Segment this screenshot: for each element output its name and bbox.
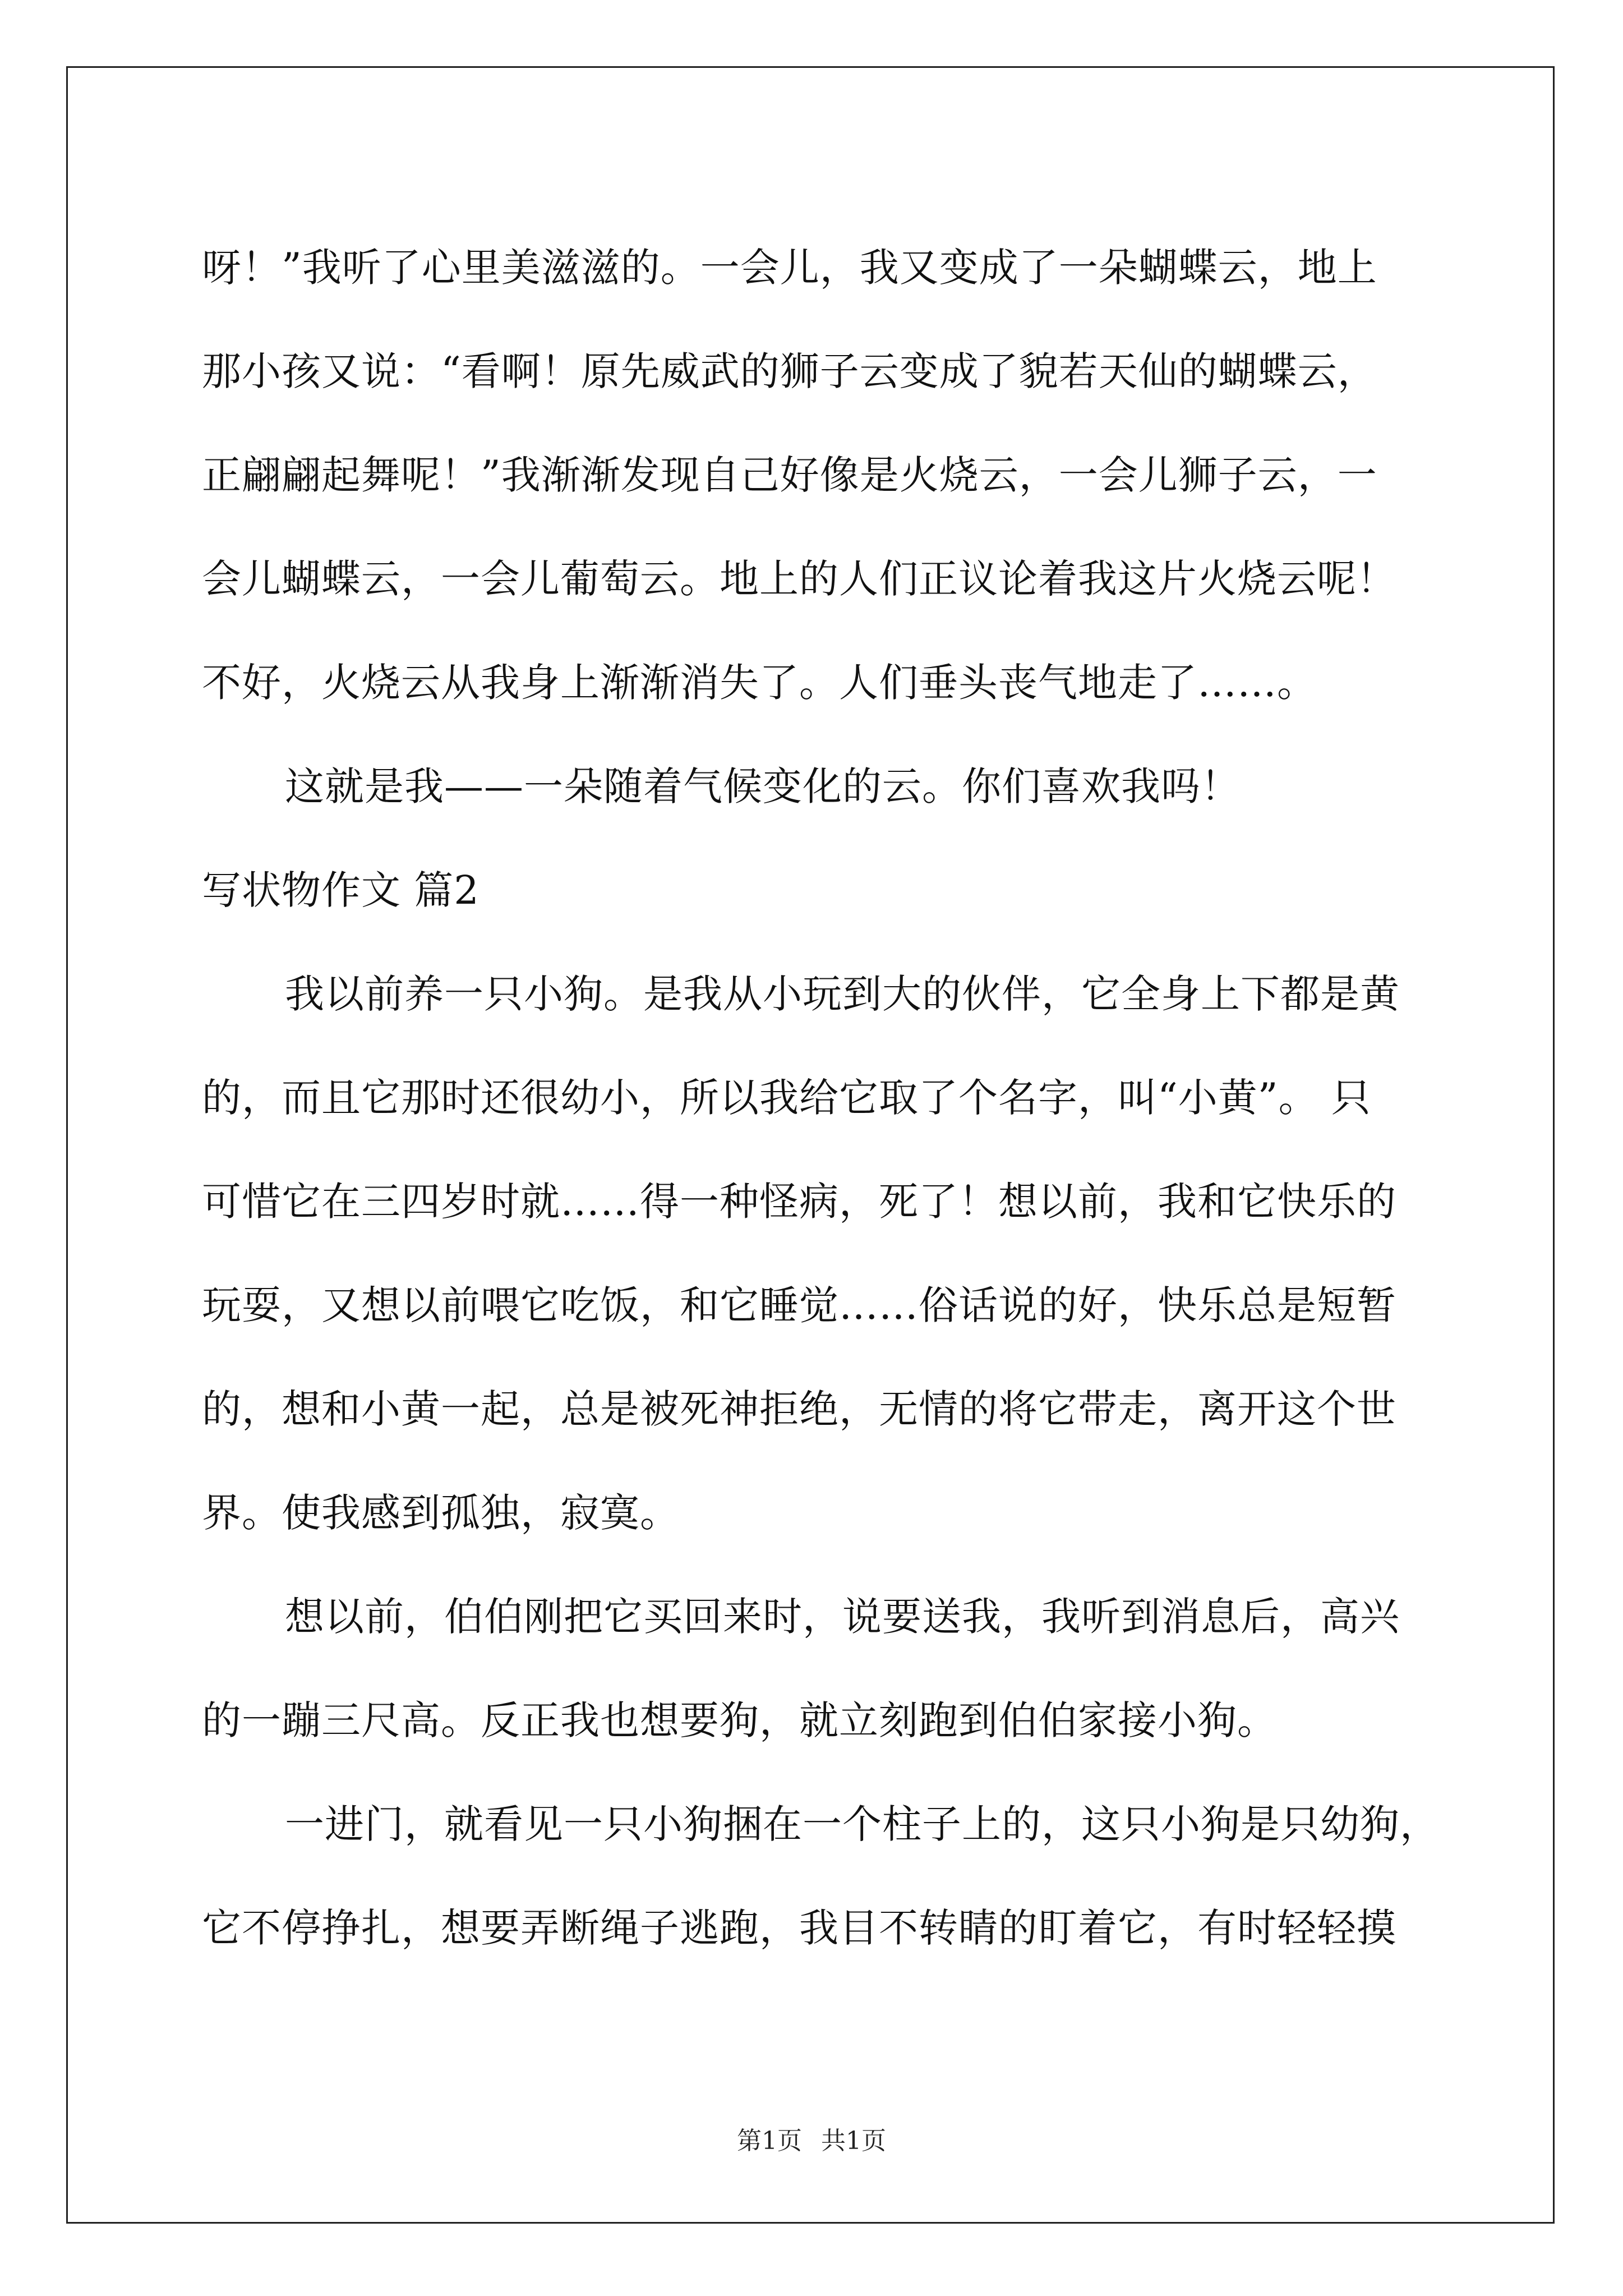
text-line: 它不停挣扎，想要弄断绳子逃跑，我目不转睛的盯着它，有时轻轻摸 [202,1905,1396,1951]
text-line: 不好，火烧云从我身上渐渐消失了。人们垂头丧气地走了……。 [202,660,1317,706]
page-footer [0,2120,1623,2156]
text-line: 我以前养一只小狗。是我从小玩到大的伙伴，它全身上下都是黄 [285,971,1400,1017]
text-line: 的，而且它那时还很幼小，所以我给它取了个名字，叫“小黄”。 只 [202,1075,1371,1121]
text-line: 的一蹦三尺高。反正我也想要狗，就立刻跑到伯伯家接小狗。 [202,1697,1277,1743]
page-total: 共1页 [821,2127,886,2155]
text-line: 会儿蝴蝶云，一会儿葡萄云。地上的人们正议论着我这片火烧云呢！ [202,556,1396,602]
text-line: 玩耍，又想以前喂它吃饭，和它睡觉……俗话说的好，快乐总是短暂 [202,1282,1396,1328]
text-line: 的，想和小黄一起，总是被死神拒绝，无情的将它带走，离开这个世 [202,1386,1396,1432]
document-body [202,216,1440,1980]
text-line: 想以前，伯伯刚把它买回来时，说要送我，我听到消息后，高兴 [285,1594,1400,1640]
text-line: 界。使我感到孤独，寂寞。 [202,1490,680,1536]
section-heading: 写状物作文 篇2 [202,867,479,913]
text-line: 一进门，就看见一只小狗捆在一个柱子上的，这只小狗是只幼狗， [285,1801,1440,1847]
text-line: 正翩翩起舞呢！”我渐渐发现自己好像是火烧云，一会儿狮子云，一 [202,452,1377,498]
text-line: 呀！”我听了心里美滋滋的。一会儿，我又变成了一朵蝴蝶云，地上 [202,245,1377,291]
text-line: 这就是我——一朵随着气候变化的云。你们喜欢我吗！ [285,763,1241,809]
text-line: 可惜它在三四岁时就……得一种怪病，死了！想以前，我和它快乐的 [202,1179,1396,1225]
text-line: 那小孩又说：“看啊！原先威武的狮子云变成了貌若天仙的蝴蝶云， [202,348,1377,394]
page-number: 第1页 [737,2127,802,2155]
